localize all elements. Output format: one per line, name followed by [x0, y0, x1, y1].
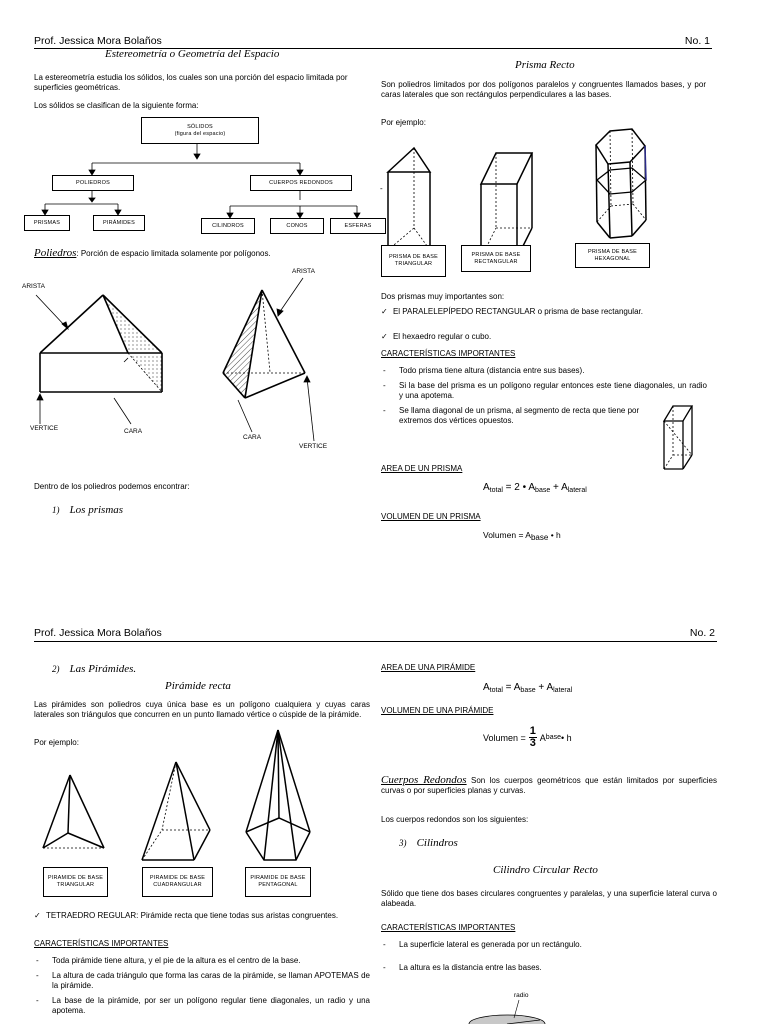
- list-item: - Toda pirámide tiene altura, y el pie de la altura es el centro de la base.: [34, 956, 370, 966]
- tree-conos: CONOS: [270, 218, 324, 234]
- page2-author: Prof. Jessica Mora Bolaños: [34, 627, 162, 639]
- cilindro-caract-title: CARACTERÍSTICAS IMPORTANTES: [381, 923, 516, 932]
- page1-classify: Los sólidos se clasifican de la siguiente forma:: [34, 101, 199, 110]
- prisma-recto-title: Prisma Recto: [515, 59, 575, 71]
- list-item: - Todo prisma tiene altura (distancia entre sus bases).: [381, 366, 707, 376]
- area-prisma-title: AREA DE UN PRISMA: [381, 464, 463, 473]
- formula-sub: lateral: [567, 487, 587, 494]
- page2-number: No. 2: [689, 627, 715, 639]
- formula-sub: base: [530, 533, 549, 542]
- formula-sub: total: [489, 687, 503, 694]
- dentro-text: Dentro de los poliedros podemos encontrar:: [34, 482, 190, 491]
- formula-part: Volumen = A: [483, 530, 531, 540]
- tree-prismas: PRISMAS: [24, 215, 70, 231]
- page1-title: Estereometría o Geometría del Espacio: [105, 48, 280, 60]
- list-item: - La base de la pirámide, por ser un polígono regular tiene diagonales, un radio y una apotema.: [34, 996, 370, 1016]
- list-item: - Si la base del prisma es un polígono regular entonces este tiene diagonales, un radio y una apotema.: [381, 381, 707, 401]
- prisma-definition: Son poliedros limitados por dos polígonos paralelos y congruentes llamados bases, y por caras laterales que son rectángulos perpendiculares a las bases.: [381, 80, 706, 99]
- formula-part: • h: [560, 732, 572, 743]
- piramide-definition: Las pirámides son poliedros cuya única base es un polígono cualquiera y cuyas caras laterales son triángulos que concurren en un punto llamado vértice o cúspide de la pirámide.: [34, 700, 370, 719]
- piramide-recta-title: Pirámide recta: [165, 680, 231, 692]
- label-cara-right: CARA: [243, 434, 262, 441]
- check-icon: ✓: [381, 307, 388, 316]
- stray-dash: -: [380, 184, 383, 193]
- page1-number: No. 1: [684, 35, 710, 47]
- tree-piramides: PIRÁMIDES: [93, 215, 145, 231]
- vol-piramide-title: VOLUMEN DE UNA PIRÁMIDE: [381, 706, 494, 715]
- prisma-caract-title: CARACTERÍSTICAS IMPORTANTES: [381, 349, 516, 358]
- item-cilindros-label: Cilindros: [416, 837, 458, 849]
- item-prismas-number: 1): [52, 505, 60, 515]
- cilindro-definition: Sólido que tiene dos bases circulares congruentes y paralelas, y una superficie lateral curva o alabeada.: [381, 889, 717, 908]
- cilindro-title: Cilindro Circular Recto: [493, 864, 598, 876]
- label-arista-left: ARISTA: [22, 283, 45, 290]
- label-vertice-left: VERTICE: [30, 425, 59, 432]
- piramide-caract-title: CARACTERÍSTICAS IMPORTANTES: [34, 939, 169, 948]
- label-piramide-cuadrangular: PIRAMIDE DE BASE CUADRANGULAR: [142, 867, 213, 897]
- tetraedro-text: TETRAEDRO REGULAR: Pirámide recta que tiene todas sus aristas congruentes.: [45, 911, 339, 920]
- label-arista-right: ARISTA: [292, 268, 315, 275]
- label-prisma-rectangular: PRISMA DE BASE RECTANGULAR: [461, 245, 531, 272]
- formula-sub: base: [545, 734, 561, 741]
- page1-intro: La estereometría estudia los sólidos, los cuales son una porción del espacio limitada por superficies geométricas.: [34, 73, 348, 92]
- label-piramide-pentagonal: PIRAMIDE DE BASE PENTAGONAL: [245, 867, 311, 897]
- item-piramides-number: 2): [52, 664, 60, 674]
- dos-prismas-text: Dos prismas muy importantes son:: [381, 292, 505, 301]
- list-item: - La altura es la distancia entre las bases.: [381, 963, 717, 973]
- piramide-por-ejemplo: Por ejemplo:: [34, 738, 79, 747]
- poliedros-term: Poliedros: [34, 247, 77, 259]
- tree-cilindros: CILINDROS: [201, 218, 255, 234]
- list-item: - La altura de cada triángulo que forma las caras de la pirámide, se llaman APOTEMAS de la pirámide.: [34, 971, 370, 991]
- list-item: - Se llama diagonal de un prisma, al segmento de recta que tiene por extremos dos vértices opuestos.: [381, 406, 661, 426]
- vol-prisma-title: VOLUMEN DE UN PRISMA: [381, 512, 481, 521]
- check-hexaedro-text: El hexaedro regular o cubo.: [392, 332, 492, 341]
- formula-sub: lateral: [553, 687, 573, 694]
- tree-poliedros: POLIEDROS: [52, 175, 134, 191]
- cuerpos-redondos-term: Cuerpos Redondos: [381, 774, 467, 786]
- formula-part: • h: [548, 530, 561, 540]
- list-item: - La superficie lateral es generada por un rectángulo.: [381, 940, 717, 950]
- item-piramides-label: Las Pirámides.: [69, 663, 137, 675]
- prisma-por-ejemplo: Por ejemplo:: [381, 118, 426, 127]
- formula-part: A: [483, 682, 490, 693]
- formula-part: A: [539, 732, 546, 743]
- poliedros-def: : Porción de espacio limitada solamente por polígonos.: [76, 249, 271, 258]
- page1-author: Prof. Jessica Mora Bolaños: [34, 35, 162, 47]
- check-paralelepipedo-text: El PARALELEPÍPEDO RECTANGULAR o prisma de base rectangular.: [392, 307, 643, 316]
- formula-sub: base: [535, 487, 551, 494]
- tree-esferas: ESFERAS: [330, 218, 386, 234]
- check-icon: ✓: [34, 911, 41, 920]
- label-prisma-triangular: PRISMA DE BASE TRIANGULAR: [381, 245, 446, 277]
- formula-part: = 2 • A: [502, 482, 536, 493]
- tree-root-line1: SÓLIDOS: [187, 123, 213, 130]
- item-prismas-label: Los prismas: [69, 504, 124, 516]
- cuerpos-redondos-text: Son los cuerpos geométricos que están limitados por superficies curvas o por superficies planas y curvas.: [381, 776, 717, 795]
- label-cara-left: CARA: [124, 428, 143, 435]
- label-radio: radio: [514, 992, 529, 999]
- fraction-numerator: 1: [529, 725, 536, 737]
- label-piramide-triangular: PIRAMIDE DE BASE TRIANGULAR: [43, 867, 108, 897]
- label-vertice-right: VERTICE: [299, 443, 328, 450]
- formula-part: = A: [502, 682, 521, 693]
- formula-part: Volumen =: [483, 732, 526, 743]
- cuerpos-list-intro: Los cuerpos redondos son los siguientes:: [381, 815, 529, 824]
- item-cilindros-number: 3): [399, 838, 407, 848]
- fraction-denominator: 3: [529, 737, 536, 749]
- formula-part: + A: [550, 482, 568, 493]
- formula-sub: base: [520, 687, 536, 694]
- label-prisma-hexagonal: PRISMA DE BASE HEXAGONAL: [575, 243, 650, 268]
- area-piramide-title: AREA DE UNA PIRÁMIDE: [381, 663, 476, 672]
- formula-part: A: [483, 482, 490, 493]
- tree-root-line2: (figura del espacio): [174, 130, 226, 137]
- tree-cuerpos-redondos: CUERPOS REDONDOS: [250, 175, 352, 191]
- formula-part: + A: [535, 682, 554, 693]
- formula-sub: total: [489, 487, 503, 494]
- check-icon: ✓: [381, 332, 388, 341]
